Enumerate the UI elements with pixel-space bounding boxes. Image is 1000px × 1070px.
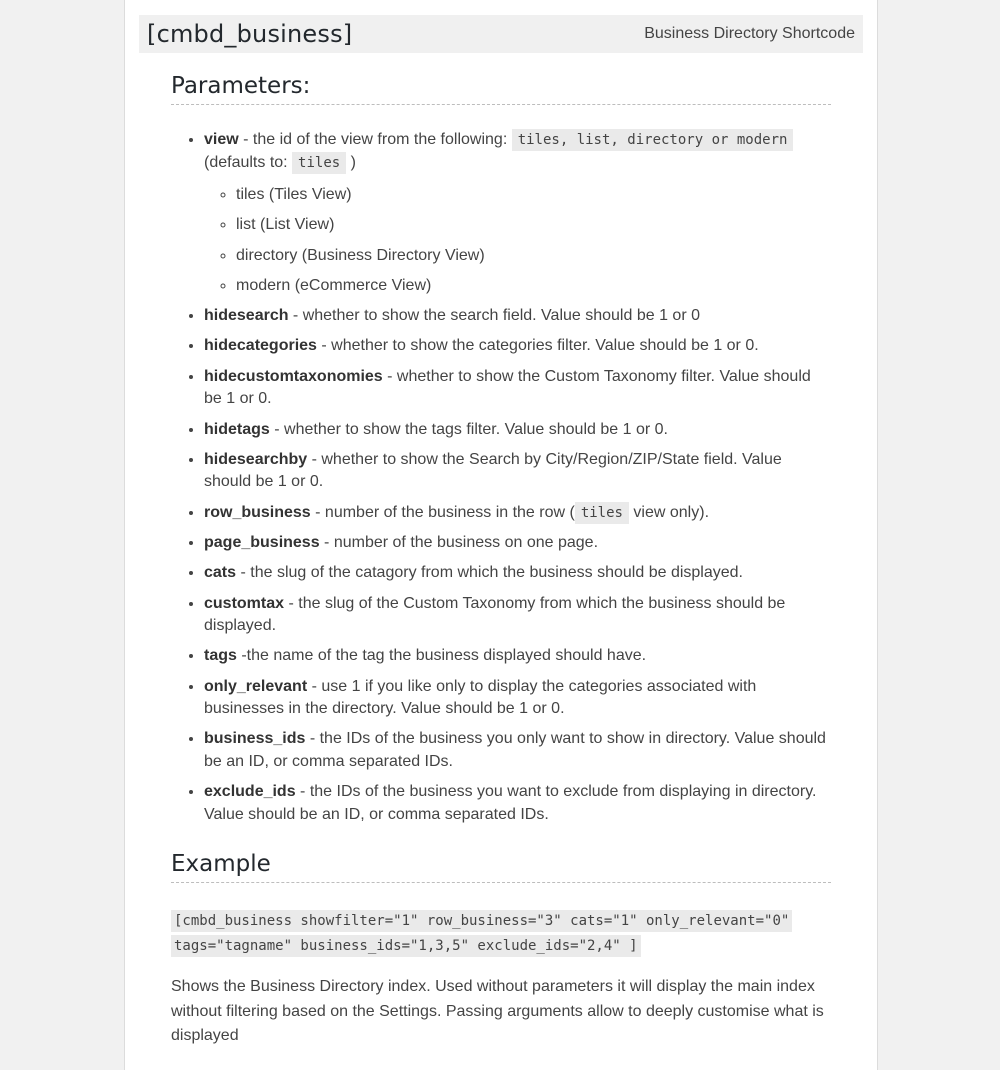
param-hidecategories: • hidecategories - whether to show the categories filter. Value should be 1 or 0. <box>204 335 831 358</box>
parameters-list <box>171 129 831 826</box>
param-name: hidecategories <box>204 337 317 355</box>
param-cats: • cats - the slug of the catagory from which the business should be displayed. <box>204 562 831 585</box>
param-exclude-ids: • exclude_ids - the IDs of the business you want to exclude from displaying in directory. Value should be an ID, or comma separated IDs. <box>204 781 831 826</box>
param-name: page_business <box>204 533 320 551</box>
inline-code: tiles <box>575 502 629 524</box>
param-customtax: • customtax - the slug of the Custom Taxonomy from which the business should be displayed. <box>204 593 831 638</box>
example-description: Shows the Business Directory index. Used without parameters it will display the main index without filtering based on the Settings. Passing arguments allow to deeply customise what is displayed <box>171 978 824 1045</box>
example-heading: Example <box>171 848 831 883</box>
parameters-heading: Parameters: <box>171 70 831 105</box>
param-name: cats <box>204 564 237 582</box>
shortcode-title: [cmbd_business] <box>147 20 353 48</box>
param-name: business_ids <box>204 730 306 748</box>
param-hidetags: • hidetags - whether to show the tags filter. Value should be 1 or 0. <box>204 419 831 442</box>
param-name: customtax <box>204 594 285 612</box>
inline-code: tiles <box>292 152 346 174</box>
param-hidecustomtaxonomies: • hidecustomtaxonomies - whether to show the Custom Taxonomy filter. Value should be 1 or 0. <box>204 366 831 411</box>
param-name: hidecustomtaxonomies <box>204 367 383 385</box>
example-code-block <box>171 909 831 959</box>
view-option: ◦ modern (eCommerce View) <box>236 275 831 298</box>
shortcode-header <box>139 15 863 53</box>
shortcode-subtitle: Business Directory Shortcode <box>644 25 855 42</box>
inline-code: tiles, list, directory or modern <box>512 129 794 151</box>
param-name: hidesearch <box>204 307 289 325</box>
param-view: • view - the id of the view from the following: tiles, list, directory or modern (defaults to: tiles ) ◦ tiles (Tiles View) ◦ list (List View) ◦ directory (Business Directory View) ◦ modern (eCommerce View) <box>204 129 831 297</box>
param-name: view <box>204 131 239 148</box>
shortcode-content <box>171 70 831 1049</box>
param-name: tags <box>204 647 237 665</box>
view-option: ◦ tiles (Tiles View) <box>236 184 831 207</box>
view-option: ◦ list (List View) <box>236 214 831 237</box>
param-only-relevant: • only_relevant - use 1 if you like only to display the categories associated with businesses in the directory. Value should be 1 or 0. <box>204 676 831 721</box>
shortcode-card <box>124 0 878 1070</box>
param-name: exclude_ids <box>204 783 296 801</box>
example-code-line: tags="tagname" business_ids="1,3,5" exclude_ids="2,4" ] <box>171 935 641 957</box>
param-hidesearch: • hidesearch - whether to show the search field. Value should be 1 or 0 <box>204 305 831 328</box>
example-code-line: [cmbd_business showfilter="1" row_business="3" cats="1" only_relevant="0" <box>171 910 792 932</box>
param-page-business: • page_business - number of the business on one page. <box>204 532 831 555</box>
param-name: only_relevant <box>204 677 308 695</box>
param-hidesearchby: • hidesearchby - whether to show the Search by City/Region/ZIP/State field. Value should be 1 or 0. <box>204 449 831 494</box>
param-name: hidetags <box>204 420 270 438</box>
view-options-list <box>204 184 831 297</box>
param-business-ids: • business_ids - the IDs of the business you only want to show in directory. Value should be an ID, or comma separated IDs. <box>204 728 831 773</box>
view-option: ◦ directory (Business Directory View) <box>236 245 831 268</box>
param-tags: • tags -the name of the tag the business displayed should have. <box>204 645 831 668</box>
param-name: row_business <box>204 503 311 521</box>
param-row-business: • row_business - number of the business in the row ( tiles view only). <box>204 502 831 525</box>
param-name: hidesearchby <box>204 450 308 468</box>
